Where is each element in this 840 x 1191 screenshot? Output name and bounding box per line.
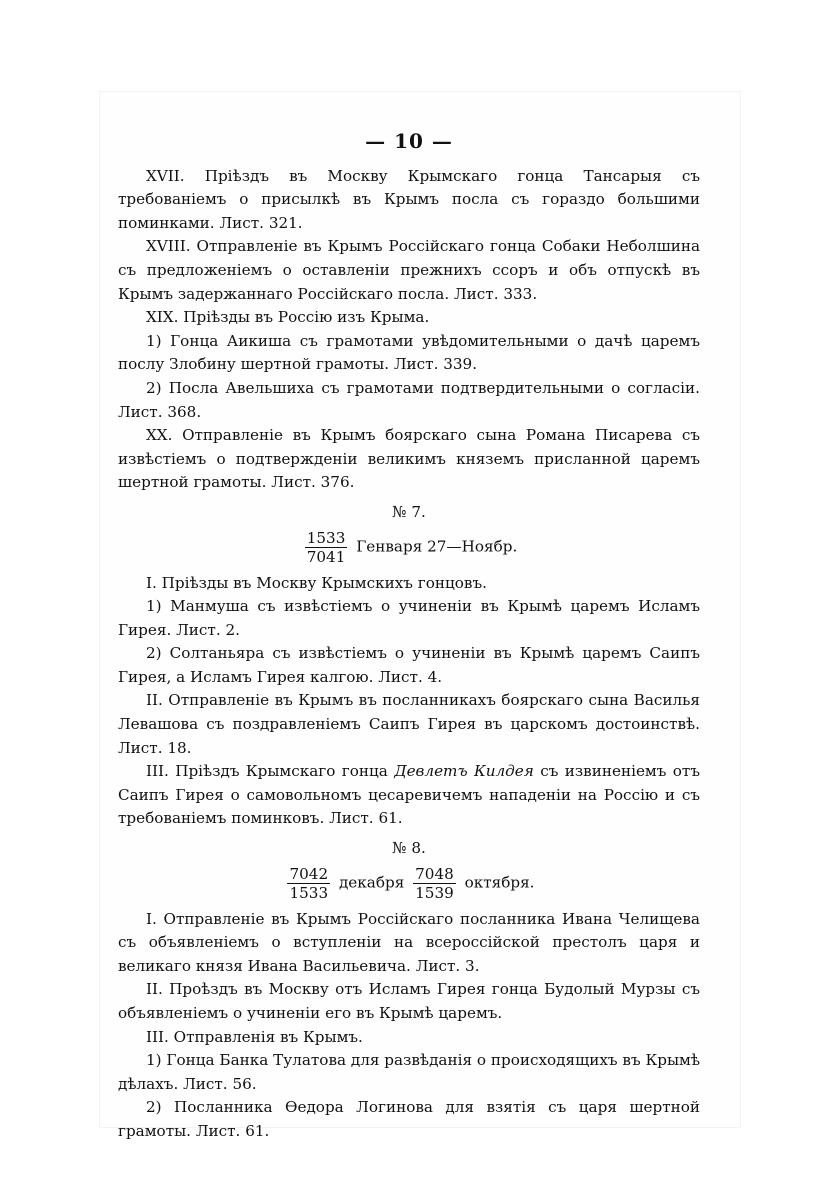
date-fraction [305,529,348,566]
paragraph: I. Пріѣзды въ Москву Крымскихъ гонцовъ. [146,573,487,592]
fraction-denominator: 1539 [415,883,454,902]
paragraph [118,760,700,831]
paragraph: 1) Манмуша съ извѣстіемъ о учиненіи въ Крымѣ царемъ Исламъ Гирея. Лист. 2. [118,597,700,639]
fraction-denominator: 1533 [289,883,329,902]
paragraph: XX. Отправленіе въ Крымъ боярскаго сына Романа Писарева съ извѣстіемъ о подтвержденіи великимъ княземъ присланной царемъ шертной грамоты. Лист. 376. [118,426,700,492]
paragraph: II. Проѣздъ въ Москву отъ Исламъ Гирея гонца Будолый Мурзы съ объявленіемъ о учиненіи его въ Крымѣ царемъ. [118,980,700,1022]
paragraph: II. Отправленіе въ Крымъ въ посланникахъ боярскаго сына Василья Левашова съ поздравленіемъ Саипъ Гирея въ царскомъ достоинствѣ. Лист. 18. [118,691,700,757]
paragraph: III. Отправленія въ Крымъ. [146,1027,363,1046]
paragraph: XVIII. Отправленіе въ Крымъ Россійскаго гонца Собаки Неболшина съ предложеніемъ о оставленіи прежнихъ ссоръ и объ отпускѣ въ Крымъ задержаннаго Россійскаго посла. Лист. 333. [118,237,700,303]
paragraph: 2) Посланника Ѳедора Логинова для взятія съ царя шертной грамоты. Лист. 61. [118,1098,700,1140]
section-date [118,865,700,902]
section-heading: № 8. [392,839,426,858]
date-text: октября. [464,873,535,892]
date-text: декабря [338,873,405,892]
text-run: III. Пріѣздъ Крымскаго гонца [146,762,395,781]
paragraph: XIX. Пріѣзды въ Россію изъ Крыма. [146,308,430,327]
paragraph: XVII. Пріѣздъ въ Москву Крымскаго гонца Тансарыя съ требованіемъ о присылкѣ въ Крымъ посла съ гораздо большими поминками. Лист. 321. [118,166,700,232]
paragraph: 1) Гонца Банка Тулатова для развѣданія о происходящихъ въ Крымѣ дѣлахъ. Лист. 56. [118,1051,700,1093]
text-run: съ извиненіемъ отъ Саипъ Гирея о самовольномъ цесаревичемъ нападеніи на Россію и съ требованіемъ поминковъ. Лист. 61. [118,762,701,828]
fraction-denominator: 7041 [306,547,346,566]
paragraph: I. Отправленіе въ Крымъ Россійскаго посланника Ивана Челищева съ объявленіемъ о вступленіи на всероссійской престолъ царя и великаго князя Ивана Васильевича. Лист. 3. [118,909,700,975]
fraction-numerator: 7048 [415,864,454,883]
date-text: Генваря 27—Ноябр. [356,537,518,556]
paragraph: 2) Солтаньяра съ извѣстіемъ о учиненіи въ Крымѣ царемъ Саипъ Гирея, а Исламъ Гирея калгою. Лист. 4. [118,644,700,686]
section-date [118,529,700,566]
document-body [118,130,700,1144]
fraction-numerator: 1533 [306,528,346,547]
paragraph: 2) Посла Авельшиха съ грамотами подтвердительными о согласіи. Лист. 368. [118,378,700,421]
page-number: — 10 — [365,129,453,153]
italic-name: Девлетъ Килдея [394,762,534,781]
section-heading: № 7. [392,502,426,521]
date-fraction [413,865,456,902]
paragraph: 1) Гонца Аикиша съ грамотами увѣдомительными о дачѣ царемъ послу Злобину шертной грамоты. Лист. 339. [118,331,700,374]
fraction-numerator: 7042 [289,864,329,883]
date-fraction [287,865,330,902]
